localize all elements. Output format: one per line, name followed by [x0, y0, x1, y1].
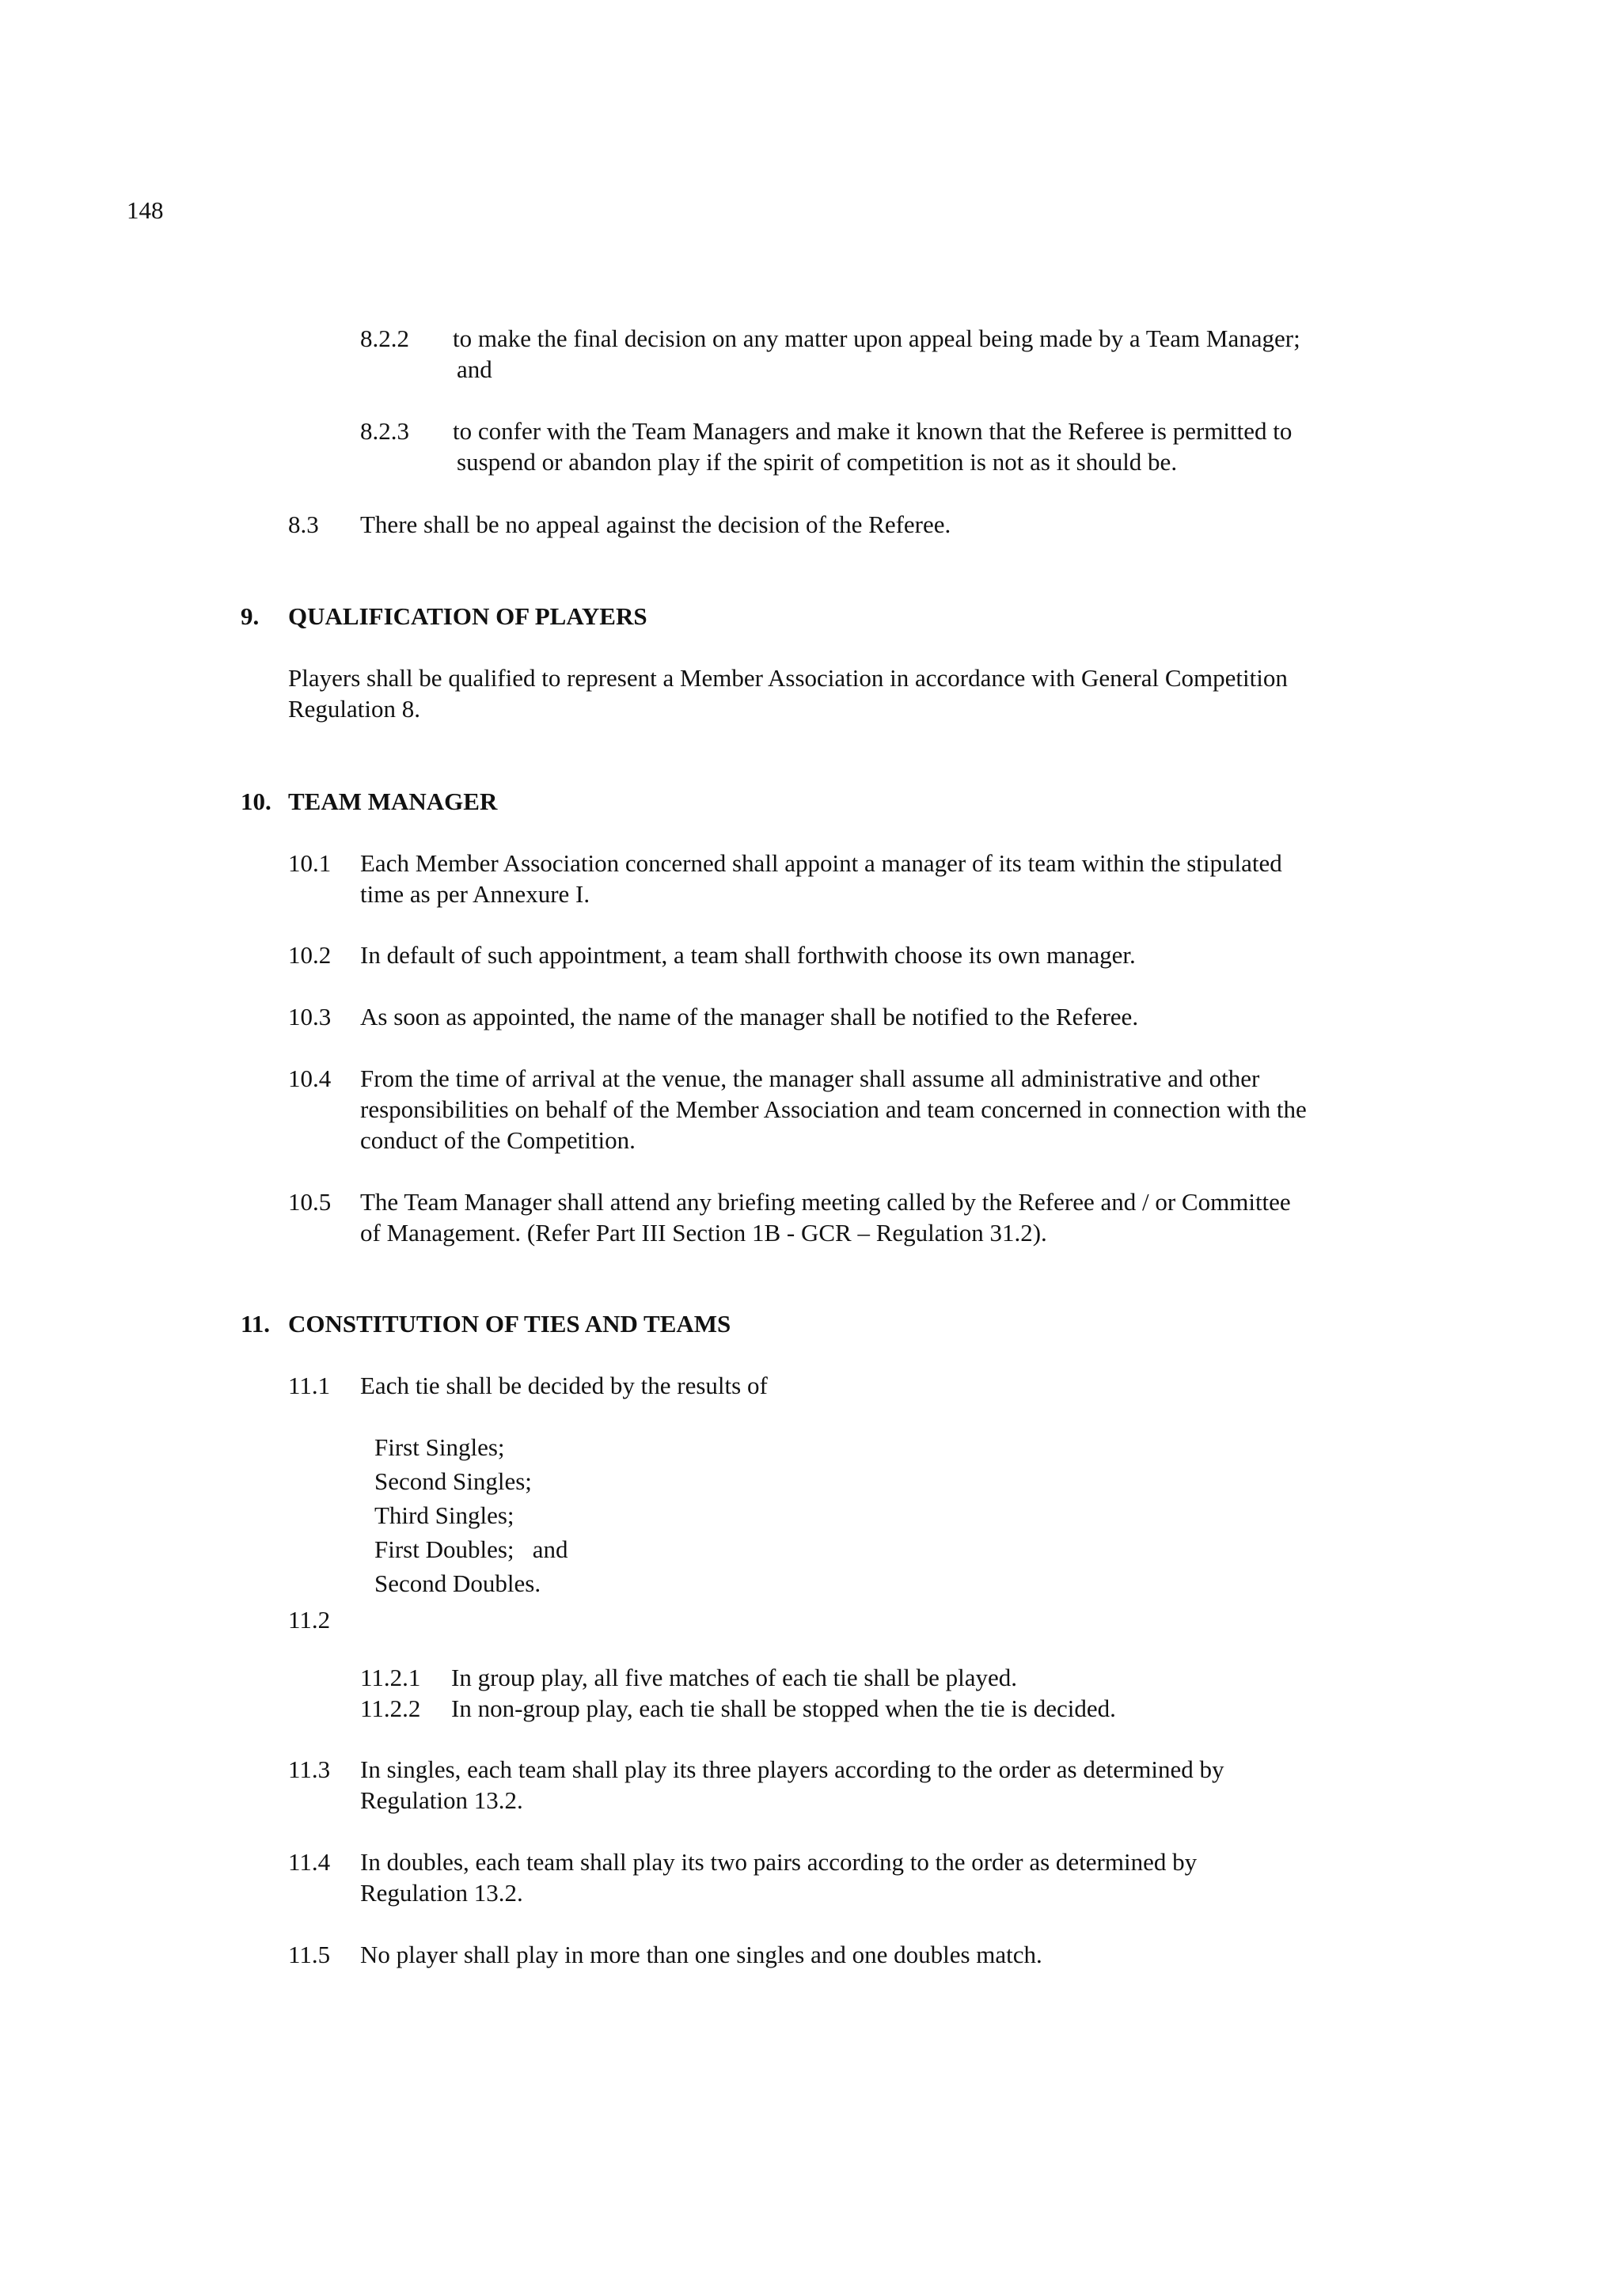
page-number: 148 [127, 196, 164, 224]
match-list-item: Third Singles; [374, 1501, 514, 1529]
clause-text: From the time of arrival at the venue, the manager shall assume all administrative and other [360, 1065, 1260, 1092]
clause-number: 11.1 [288, 1372, 331, 1399]
clause-number: 8.3 [288, 510, 319, 538]
sub-clause-text: In group play, all five matches of each tie shall be played. [451, 1664, 1018, 1691]
match-list-item: Second Singles; [374, 1467, 532, 1495]
clause-number: 10.3 [288, 1003, 332, 1030]
section-body-continued: Regulation 8. [288, 695, 421, 723]
clause-number: 11.2 [288, 1606, 331, 1634]
clause-text-continued: Regulation 13.2. [360, 1786, 523, 1814]
clause-number: 10.2 [288, 941, 332, 969]
section-title: CONSTITUTION OF TIES AND TEAMS [288, 1310, 731, 1338]
sub-clause-number: 11.2.1 [360, 1664, 421, 1691]
clause-text: In default of such appointment, a team shall forthwith choose its own manager. [360, 941, 1136, 969]
clause-text: to confer with the Team Managers and make it known that the Referee is permitted to [453, 417, 1293, 445]
clause-text-continued: of Management. (Refer Part III Section 1B - GCR – Regulation 31.2). [360, 1219, 1047, 1247]
clause-text: In singles, each team shall play its three players according to the order as determined by [360, 1755, 1224, 1783]
clause-number: 11.5 [288, 1941, 331, 1968]
section-number: 11. [241, 1310, 271, 1338]
clause-number: 8.2.2 [360, 324, 409, 352]
sub-clause-number: 11.2.2 [360, 1694, 421, 1722]
clause-number: 11.4 [288, 1848, 331, 1876]
clause-text: The Team Manager shall attend any briefing meeting called by the Referee and / or Committee [360, 1188, 1291, 1216]
clause-number: 8.2.3 [360, 417, 409, 445]
clause-text: In doubles, each team shall play its two pairs according to the order as determined by [360, 1848, 1198, 1876]
clause-text-continued: Regulation 13.2. [360, 1879, 523, 1907]
clause-text: As soon as appointed, the name of the manager shall be notified to the Referee. [360, 1003, 1139, 1030]
clause-number: 11.3 [288, 1755, 331, 1783]
clause-text: to make the final decision on any matter upon appeal being made by a Team Manager; [453, 324, 1300, 352]
match-list-item: First Doubles; and [374, 1535, 568, 1563]
section-number: 10. [241, 787, 271, 815]
clause-number: 10.1 [288, 849, 332, 877]
section-title: TEAM MANAGER [288, 787, 498, 815]
clause-number: 10.4 [288, 1065, 332, 1092]
section-title: QUALIFICATION OF PLAYERS [288, 602, 647, 630]
clause-text: There shall be no appeal against the decision of the Referee. [360, 510, 951, 538]
sub-clause-text: In non-group play, each tie shall be stopped when the tie is decided. [451, 1694, 1116, 1722]
clause-text-continued: suspend or abandon play if the spirit of competition is not as it should be. [457, 448, 1178, 476]
clause-text: Each tie shall be decided by the results of [360, 1372, 768, 1399]
clause-text-continued: responsibilities on behalf of the Member Association and team concerned in connection with the [360, 1095, 1307, 1123]
section-body: Players shall be qualified to represent a Member Association in accordance with General Competition [288, 664, 1288, 692]
clause-text-continued: and [457, 355, 492, 383]
clause-text: No player shall play in more than one singles and one doubles match. [360, 1941, 1042, 1968]
clause-text: Each Member Association concerned shall appoint a manager of its team within the stipulated [360, 849, 1282, 877]
section-number: 9. [241, 602, 260, 630]
clause-text-continued: conduct of the Competition. [360, 1126, 636, 1154]
clause-number: 10.5 [288, 1188, 332, 1216]
match-list-item: First Singles; [374, 1433, 505, 1461]
clause-text-continued: time as per Annexure I. [360, 880, 590, 908]
match-list-item: Second Doubles. [374, 1569, 541, 1597]
